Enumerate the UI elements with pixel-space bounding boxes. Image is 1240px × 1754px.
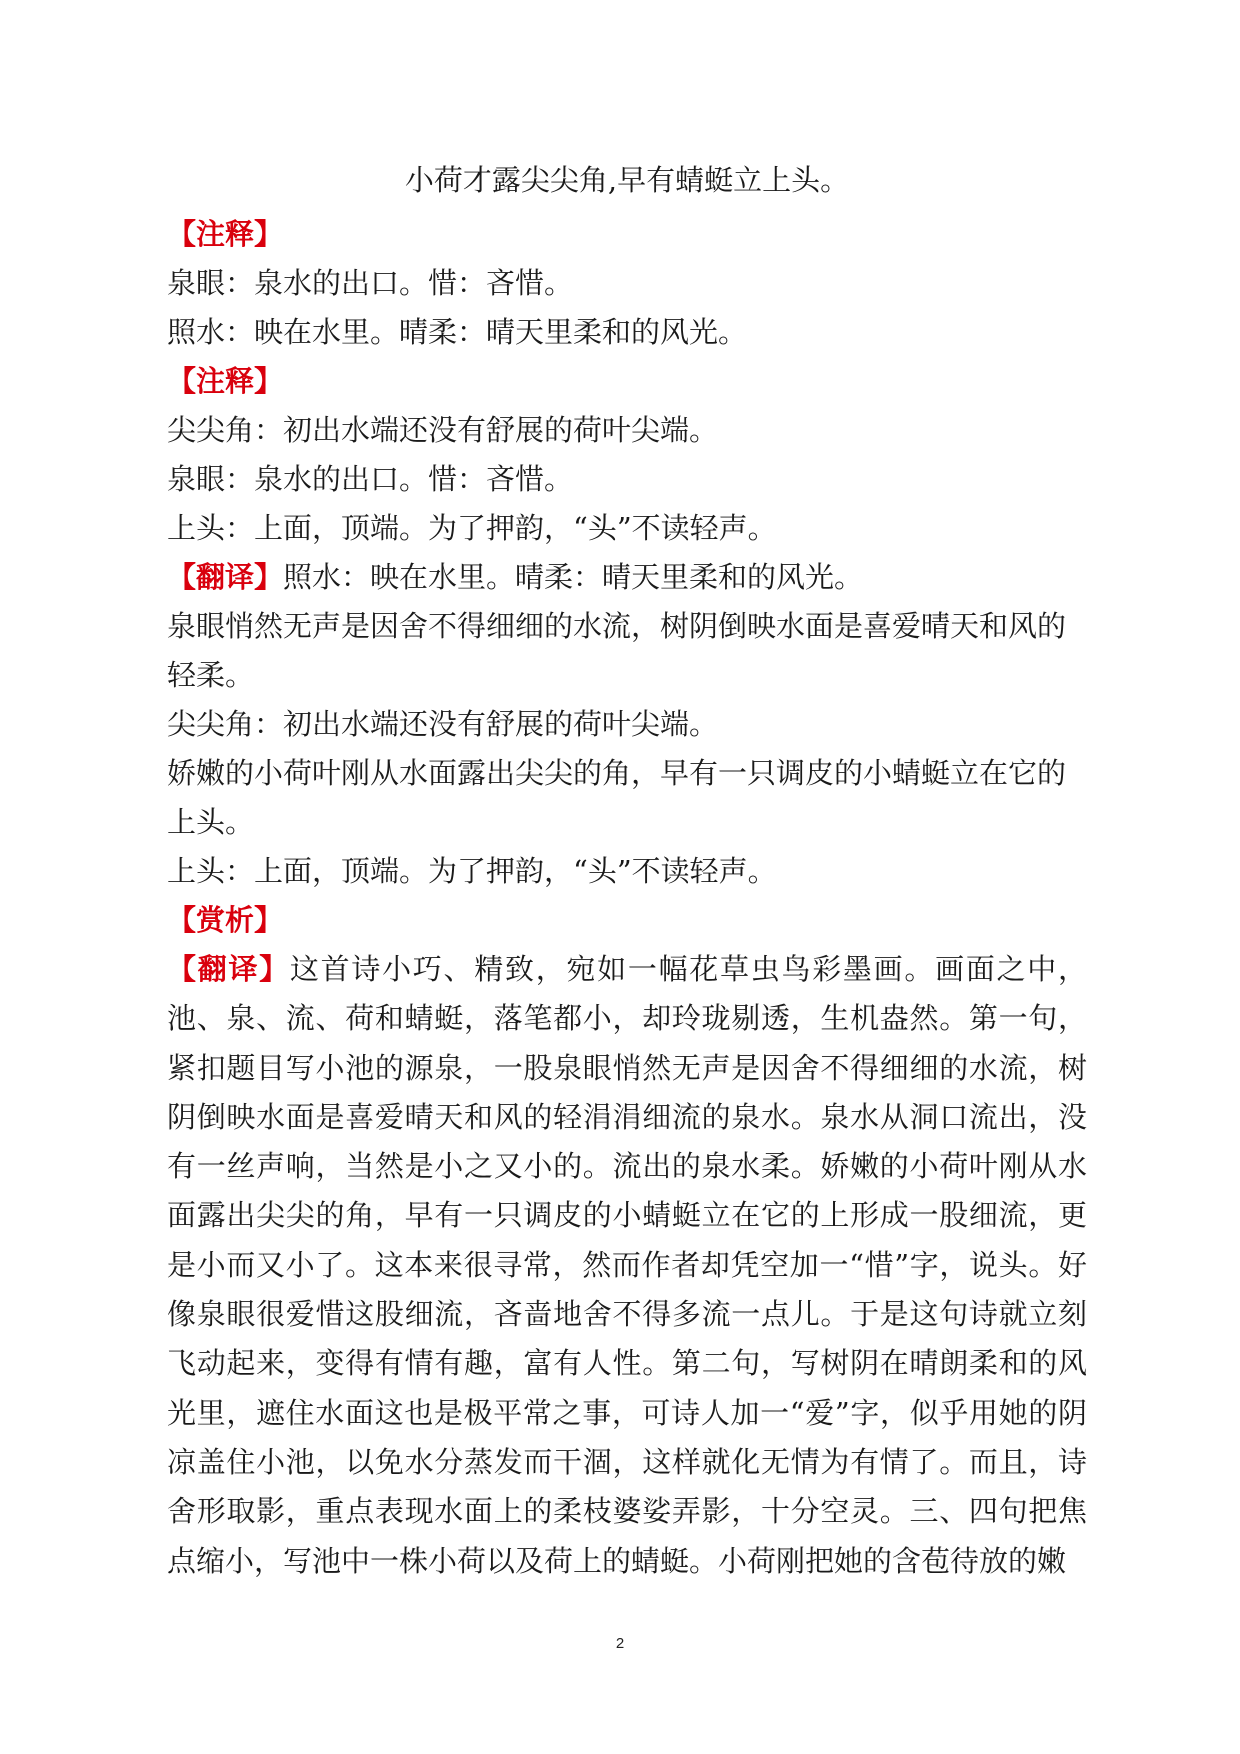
document-page [167,0,1087,1754]
analysis-heading: 【翻译】 [167,952,290,986]
analysis-text: 这首诗小巧、精致，宛如一幅花草虫鸟彩墨画。画面之中，池、泉、流、荷和蜻蜓，落笔都小，却玲珑剔透，生机盎然。第一句，紧扣题目写小池的源泉，一股泉眼悄然无声是因舍不得细细的水流，树阴倒映水面是喜爱晴天和风的轻涓涓细流的泉水。泉水从洞口流出，没有一丝声响，当然是小之又小的。流出的泉水柔。娇嫩的小荷叶刚从水面露出尖尖的角，早有一只调皮的小蜻蜓立在它的上形成一股细流，更是小而又小了。这本来很寻常，然而作者却凭空加一“惜”字，说头。好像泉眼很爱惜这股细流，吝啬地舍不得多流一点儿。于是这句诗就立刻飞动起来，变得有情有趣，富有人性。第二句，写树阴在晴朗柔和的风光里，遮住水面这也是极平常之事，可诗人加一“爱”字，似乎用她的阴凉盖住小池，以免水分蒸发而干涸，这样就化无情为有情了。而且，诗舍形取影，重点表现水面上的柔枝婆娑弄影，十分空灵。三、四句把焦点缩小，写池中一株小荷以及荷上的蜻蜓。小荷刚把她的含苞待放的嫩 [167,952,1087,1578]
section-line [167,406,1087,455]
section-line [167,308,1087,357]
section-line [167,896,1087,945]
section-text: 泉眼悄然无声是因舍不得细细的水流，树阴倒映水面是喜爱晴天和风的轻柔。 [167,609,1067,692]
section-line [167,504,1087,553]
page-number: 2 [615,1635,625,1652]
analysis-paragraph [167,945,1087,1586]
section-text: 尖尖角：初出水端还没有舒展的荷叶尖端。 [167,707,719,741]
section-line [167,455,1087,504]
section-line [167,847,1087,896]
section-line [167,700,1087,749]
section-text: 上头：上面，顶端。为了押韵，“头”不读轻声。 [167,854,777,888]
section-heading: 【赏析】 [167,903,284,937]
section-heading: 【翻译】 [167,560,284,594]
section-line [167,259,1087,308]
section-heading: 【注释】 [167,217,284,251]
section-line [167,602,1087,700]
section-line [167,357,1087,406]
section-text: 照水：映在水里。晴柔：晴天里柔和的风光。 [283,560,864,594]
section-heading: 【注释】 [167,364,284,398]
section-text: 娇嫩的小荷叶刚从水面露出尖尖的角，早有一只调皮的小蜻蜓立在它的上头。 [167,756,1067,839]
section-text: 照水：映在水里。晴柔：晴天里柔和的风光。 [167,315,748,349]
poem-line: 小荷才露尖尖角,早有蜻蜓立上头。 [404,163,850,197]
section-text: 泉眼：泉水的出口。惜：吝惜。 [167,462,574,496]
section-text: 上头：上面，顶端。为了押韵，“头”不读轻声。 [167,511,777,545]
body-text [167,210,1087,1586]
section-text: 泉眼：泉水的出口。惜：吝惜。 [167,266,574,300]
section-text: 尖尖角：初出水端还没有舒展的荷叶尖端。 [167,413,719,447]
section-line [167,749,1087,847]
section-line [167,210,1087,259]
section-line [167,553,1087,602]
